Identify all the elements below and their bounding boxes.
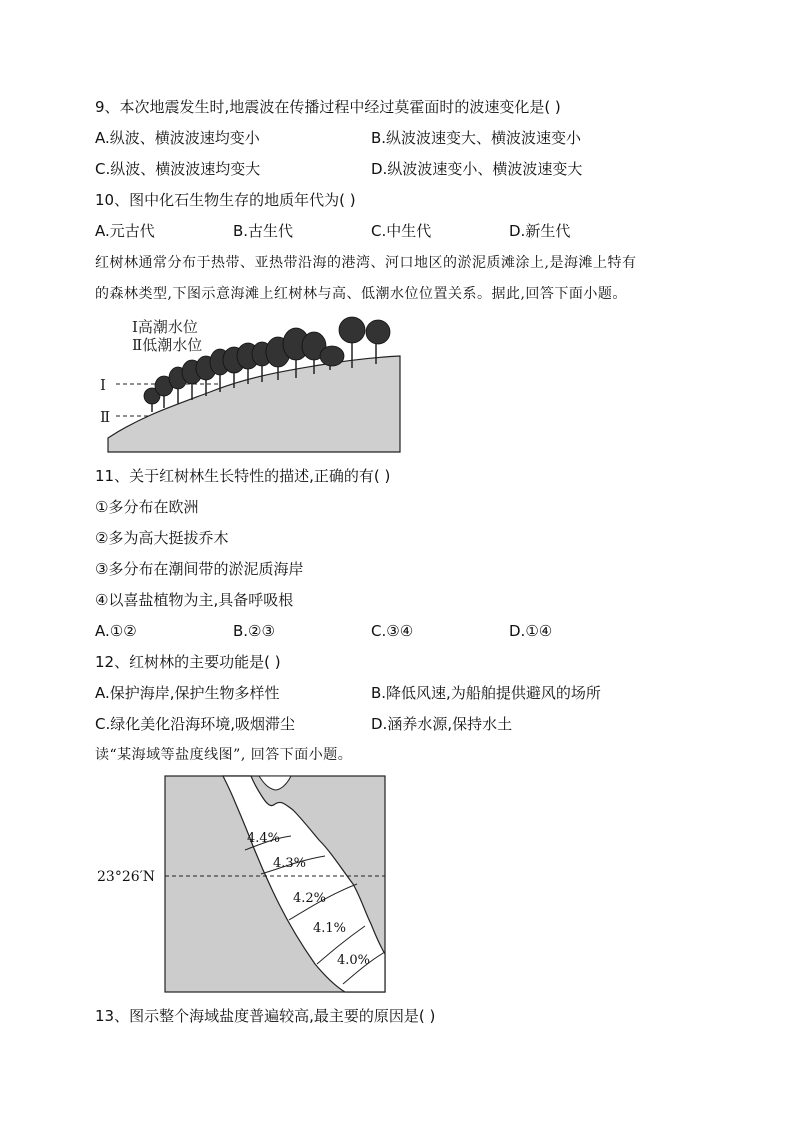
mangrove-intro-line1: 红树林通常分布于热带、亚热带沿海的港湾、河口地区的淤泥质滩涂上,是海滩上特有	[95, 255, 637, 271]
isoline-label-4-2: 4.2%	[293, 891, 327, 906]
q10-option-b: B.古生代	[233, 222, 294, 240]
latitude-label: 23°26′N	[97, 869, 156, 885]
q12-option-d: D.涵养水源,保持水土	[371, 715, 513, 733]
high-tide-mark: Ⅰ	[100, 376, 106, 394]
q10-option-a: A.元古代	[95, 222, 155, 240]
q12-option-a: A.保护海岸,保护生物多样性	[95, 684, 280, 702]
q9-option-b: B.纵波波速变大、横波波速变小	[371, 129, 582, 147]
q11-option-a: A.①②	[95, 622, 137, 640]
q11-statement-4: ④以喜盐植物为主,具备呼吸根	[95, 591, 294, 609]
salinity-map	[95, 774, 390, 996]
q11-option-b: B.②③	[233, 622, 275, 640]
q10-option-d: D.新生代	[509, 222, 571, 240]
legend-high-tide: Ⅰ高潮水位	[132, 318, 198, 336]
salinity-intro: 读“某海域等盐度线图”, 回答下面小题。	[95, 747, 353, 763]
q9-option-a: A.纵波、横波波速均变小	[95, 129, 260, 147]
q10-option-c: C.中生代	[371, 222, 432, 240]
q11-statement-1: ①多分布在欧洲	[95, 498, 199, 516]
mangrove-intro-line2: 的森林类型,下图示意海滩上红树林与高、低潮水位位置关系。据此,回答下面小题。	[95, 286, 627, 302]
q11-stem: 11、关于红树林生长特性的描述,正确的有( )	[95, 467, 391, 485]
q12-option-c: C.绿化美化沿海环境,吸烟滞尘	[95, 715, 296, 733]
isoline-label-4-3: 4.3%	[273, 856, 307, 871]
q9-option-d: D.纵波波速变小、横波波速变大	[371, 160, 583, 178]
q11-statement-3: ③多分布在潮间带的淤泥质海岸	[95, 560, 304, 578]
mangrove-tide-figure	[100, 312, 405, 454]
isoline-label-4-0: 4.0%	[337, 953, 371, 968]
q11-option-d: D.①④	[509, 622, 553, 640]
q12-option-b: B.降低风速,为船舶提供避风的场所	[371, 684, 601, 702]
legend-low-tide: Ⅱ低潮水位	[132, 336, 203, 354]
q9-option-c: C.纵波、横波波速均变大	[95, 160, 261, 178]
q13-stem: 13、图示整个海域盐度普遍较高,最主要的原因是( )	[95, 1007, 436, 1025]
low-tide-mark: Ⅱ	[100, 408, 111, 426]
isoline-label-4-1: 4.1%	[313, 921, 347, 936]
q9-stem: 9、本次地震发生时,地震波在传播过程中经过莫霍面时的波速变化是( )	[95, 98, 561, 116]
q11-option-c: C.③④	[371, 622, 414, 640]
isoline-label-4-4: 4.4%	[247, 831, 281, 846]
q10-stem: 10、图中化石生物生存的地质年代为( )	[95, 191, 356, 209]
q12-stem: 12、红树林的主要功能是( )	[95, 653, 281, 671]
q11-statement-2: ②多为高大挺拔乔木	[95, 529, 229, 547]
